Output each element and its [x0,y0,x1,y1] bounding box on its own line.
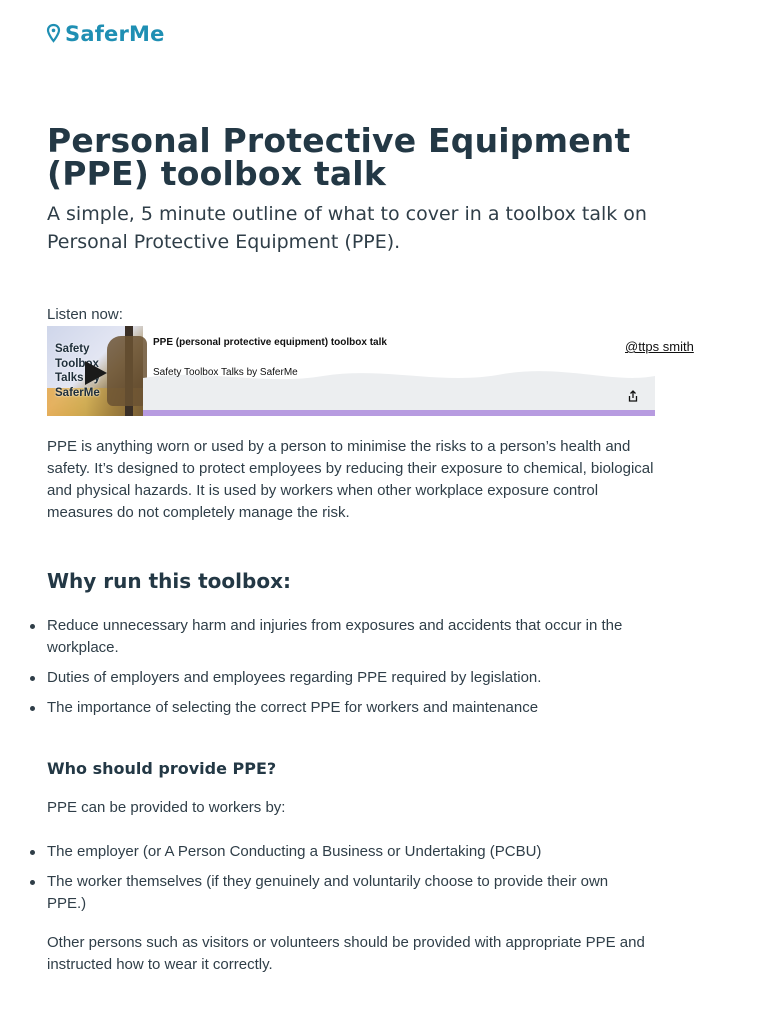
logo-text: SaferMe [65,22,165,46]
why-heading: Why run this toolbox: [47,569,291,593]
who-list [47,841,647,923]
saferme-logo[interactable] [47,22,165,46]
progress-bar[interactable] [143,410,655,416]
list-item: The importance of selecting the correct PPE for workers and maintenance [47,697,647,719]
list-item: The worker themselves (if they genuinely and voluntarily choose to provide their own PPE.) [47,871,647,915]
list-item: The employer (or A Person Conducting a Business or Undertaking (PCBU) [47,841,647,863]
why-list [47,615,647,727]
page-subtitle: A simple, 5 minute outline of what to cover in a toolbox talk on Personal Protective Equipment (PPE). [47,203,647,253]
intro-paragraph: PPE is anything worn or used by a person to minimise the risks to a person’s health and safety. It’s designed to protect employees by reducing their exposure to chemical, biological and physical hazards. It is used by workers when other workplace exposure control measures do not completely manage the risk. [47,438,654,521]
episode-title[interactable]: PPE (personal protective equipment) toolbox talk [153,337,387,348]
episode-link[interactable]: @ttps smith [625,339,694,354]
who-intro: PPE can be provided to workers by: [47,799,286,816]
podcast-thumbnail[interactable] [47,326,143,416]
page-title: Personal Protective Equipment (PPE) toolbox talk [47,121,631,193]
share-icon[interactable] [627,390,639,402]
list-item: Duties of employers and employees regarding PPE required by legislation. [47,667,647,689]
location-pin-icon [47,24,60,44]
podcast-player[interactable] [47,326,694,416]
thumbnail-text: Safety Toolbox Talks by SaferMe [55,343,101,399]
listen-label: Listen now: [47,306,123,323]
who-note: Other persons such as visitors or volunteers should be provided with appropriate PPE and instructed how to wear it correctly. [47,934,645,973]
show-name[interactable]: Safety Toolbox Talks by SaferMe [153,367,298,378]
play-button-icon[interactable] [85,361,107,385]
list-item: Reduce unnecessary harm and injuries from exposures and accidents that occur in the workplace. [47,615,647,659]
who-heading: Who should provide PPE? [47,759,277,778]
